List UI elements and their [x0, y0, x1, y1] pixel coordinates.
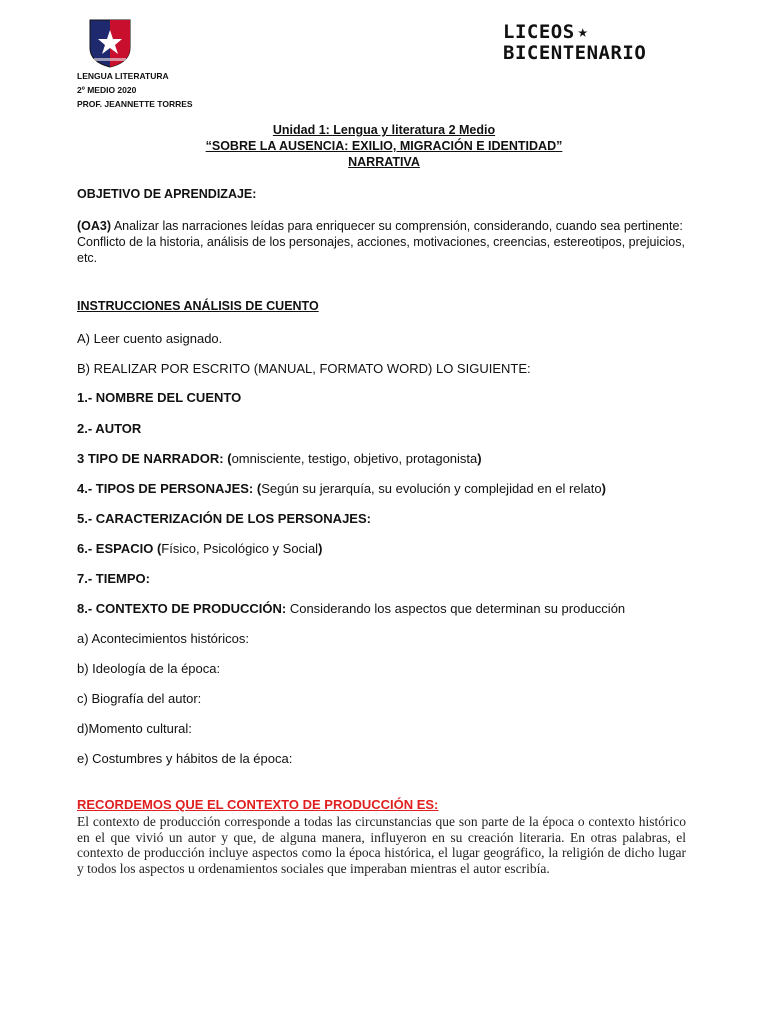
brand-logo: [503, 22, 693, 68]
instructions-heading: INSTRUCCIONES ANÁLISIS DE CUENTO: [77, 299, 319, 313]
meta-teacher: PROF. JEANNETTE TORRES: [77, 99, 193, 109]
subitem-biography: c) Biografía del autor:: [77, 691, 202, 706]
item-time: 7.- TIEMPO:: [77, 571, 150, 586]
item-author: 2.- AUTOR: [77, 421, 142, 436]
objective-heading: OBJETIVO DE APRENDIZAJE:: [77, 187, 257, 201]
subitem-cultural-moment: d)Momento cultural:: [77, 721, 192, 736]
subitem-historical-events: a) Acontecimientos históricos:: [77, 631, 249, 646]
document-titles: [0, 122, 768, 170]
reminder-paragraph: El contexto de producción corresponde a todas las circunstancias que son parte de la época o contexto histórico en el que vivió un autor y que, de alguna manera, influyeron en su creación literaria. En otras palabras, el contexto de producción incluye aspectos como la época histórica, el lugar geográfico, la religión de dicho lugar y todos los aspectos u ordenamientos sociales que imperaban mientras el autor escribía.: [77, 814, 686, 876]
item-narrator-type: 3 TIPO DE NARRADOR: (omnisciente, testigo, objetivo, protagonista): [77, 451, 482, 466]
meta-grade: 2º MEDIO 2020: [77, 85, 137, 95]
course-meta: [77, 69, 193, 111]
objective-code: (OA3): [77, 219, 112, 233]
subitem-ideology: b) Ideología de la época:: [77, 661, 221, 676]
meta-subject: LENGUA LITERATURA: [77, 71, 169, 81]
unit-title: Unidad 1: Lengua y literatura 2 Medio: [272, 123, 496, 137]
item-characterization: 5.- CARACTERIZACIÓN DE LOS PERSONAJES:: [77, 511, 371, 526]
brand-line-1: LICEOS ★: [503, 21, 589, 43]
item-production-context: 8.- CONTEXTO DE PRODUCCIÓN: Considerando los aspectos que determinan su producción: [77, 601, 626, 616]
brand-line-2: BICENTENARIO: [503, 42, 647, 64]
theme-title: “SOBRE LA AUSENCIA: EXILIO, MIGRACIÓN E IDENTIDAD”: [205, 139, 563, 153]
genre-title: NARRATIVA: [348, 155, 420, 169]
item-story-name: 1.- NOMBRE DEL CUENTO: [77, 390, 242, 405]
objective-paragraph: [77, 218, 695, 266]
objective-text: Analizar las narraciones leídas para enriquecer su comprensión, considerando, cuando sea pertinente: Conflicto de la historia, análisis de los personajes, acciones, motivaciones, creencias, estereotipos, prejuicios, etc.: [77, 219, 685, 265]
step-a: A) Leer cuento asignado.: [77, 331, 223, 346]
item-character-types: 4.- TIPOS DE PERSONAJES: (Según su jerarquía, su evolución y complejidad en el relato): [77, 481, 606, 496]
school-crest-icon: [88, 18, 132, 68]
reminder-heading: RECORDEMOS QUE EL CONTEXTO DE PRODUCCIÓN ES:: [77, 797, 439, 812]
star-icon: ★: [577, 22, 589, 42]
step-b: B) REALIZAR POR ESCRITO (MANUAL, FORMATO WORD) LO SIGUIENTE:: [77, 361, 531, 376]
subitem-customs: e) Costumbres y hábitos de la época:: [77, 751, 293, 766]
item-space: 6.- ESPACIO (Físico, Psicológico y Social): [77, 541, 323, 556]
